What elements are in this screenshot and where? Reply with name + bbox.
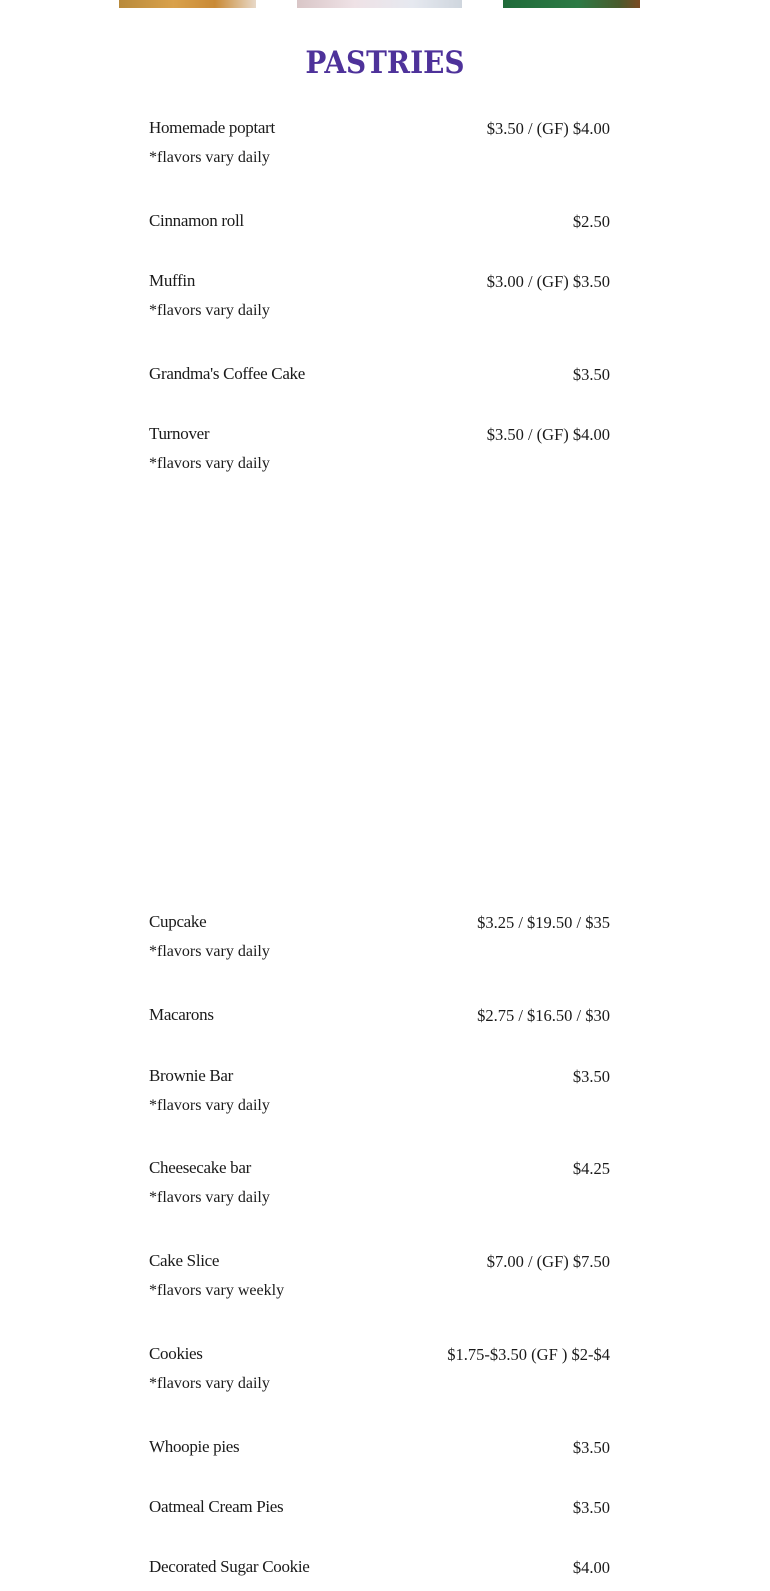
section-title: PASTRIES <box>305 45 465 81</box>
menu-item-name: Cake Slice <box>149 1251 220 1270</box>
menu-item-note: *flavors vary daily <box>149 455 270 472</box>
menu-item-note: *flavors vary weekly <box>149 1282 285 1299</box>
menu-item-note: *flavors vary daily <box>149 1189 270 1206</box>
menu-item-note: *flavors vary daily <box>149 943 270 960</box>
menu-item-note: *flavors vary daily <box>149 149 270 166</box>
menu-item-price: $3.50 <box>572 1067 610 1086</box>
menu-item-name: Cookies <box>149 1344 203 1363</box>
menu-item-price: $3.25 / $19.50 / $35 <box>477 913 610 932</box>
pastry-photo-2 <box>297 0 462 8</box>
menu-item-name: Cinnamon roll <box>149 211 244 230</box>
menu-item-price: $2.50 <box>572 212 610 231</box>
menu-item-name: Brownie Bar <box>149 1066 234 1085</box>
menu-item-name: Grandma's Coffee Cake <box>149 364 306 383</box>
menu-item-name: Homemade poptart <box>149 118 275 137</box>
menu-item-price: $2.75 / $16.50 / $30 <box>477 1006 610 1025</box>
menu-item-price: $3.50 / (GF) $4.00 <box>486 425 610 444</box>
menu-item-name: Oatmeal Cream Pies <box>149 1497 284 1516</box>
menu-item-name: Whoopie pies <box>149 1437 240 1456</box>
menu-item-price: $1.75-$3.50 (GF ) $2-$4 <box>447 1345 610 1364</box>
menu-item-note: *flavors vary daily <box>149 1097 270 1114</box>
pastry-photo-3 <box>503 0 640 8</box>
menu-item-name: Cheesecake bar <box>149 1158 251 1177</box>
menu-item-price: $7.00 / (GF) $7.50 <box>486 1252 610 1271</box>
menu-item-price: $3.50 <box>572 365 610 384</box>
pastry-photo-1 <box>119 0 256 8</box>
menu-item-price: $3.50 / (GF) $4.00 <box>486 119 610 138</box>
menu-item-price: $3.50 <box>572 1438 610 1457</box>
menu-item-name: Cupcake <box>149 912 207 931</box>
menu-item-price: $3.00 / (GF) $3.50 <box>486 272 610 291</box>
menu-item-price: $4.25 <box>572 1159 610 1178</box>
menu-item-name: Muffin <box>149 271 196 290</box>
menu-item-note: *flavors vary daily <box>149 1375 270 1392</box>
menu-item-note: *flavors vary daily <box>149 302 270 319</box>
menu-item-name: Macarons <box>149 1005 214 1024</box>
menu-item-name: Turnover <box>149 424 210 443</box>
menu-item-price: $4.00 <box>572 1558 610 1577</box>
menu-item-price: $3.50 <box>572 1498 610 1517</box>
menu-item-name: Decorated Sugar Cookie <box>149 1557 310 1576</box>
